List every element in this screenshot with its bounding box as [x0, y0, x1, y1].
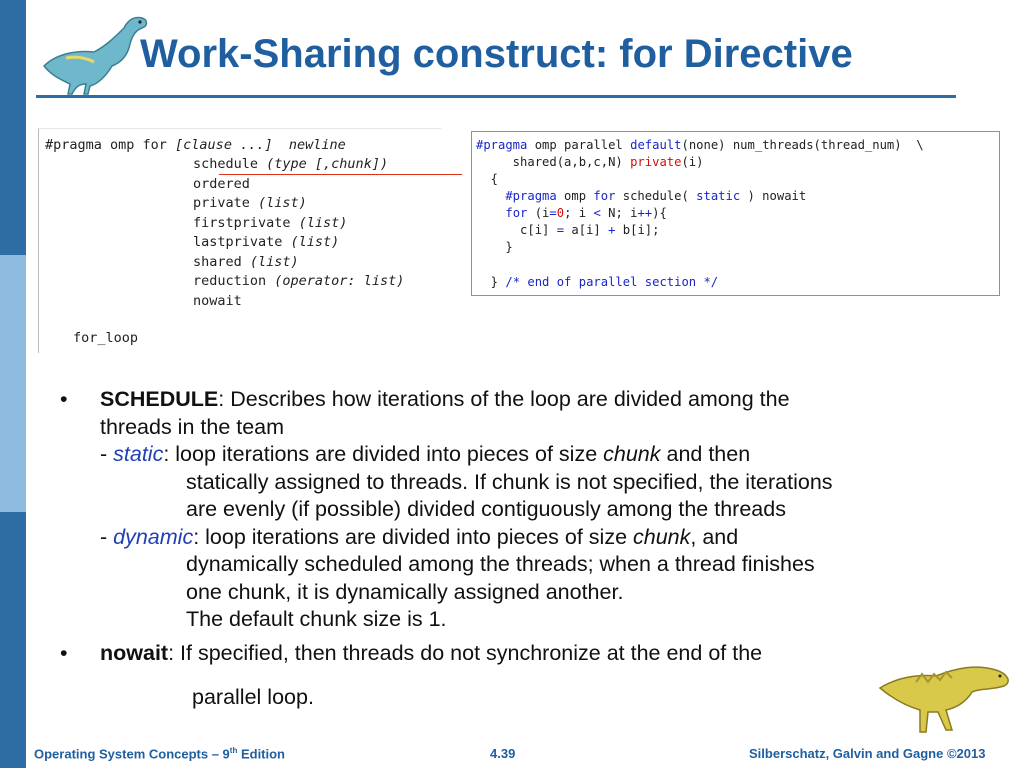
- nowait-line-1: nowait: If specified, then threads do not synchronize at the end of the: [100, 640, 763, 665]
- nowait-line-2: parallel loop.: [192, 685, 314, 709]
- bullet-marker: •: [60, 387, 68, 411]
- static-line-1: - static: loop iterations are divided into pieces of size chunk and then: [100, 442, 751, 466]
- code-line: } /* end of parallel section */: [476, 275, 719, 289]
- bullet-marker: •: [60, 640, 68, 665]
- slide-sidebar: [0, 0, 26, 768]
- footer-copyright: Silberschatz, Galvin and Gagne ©2013: [749, 746, 986, 761]
- dynamic-line-2: dynamically scheduled among the threads; when a thread finishes: [186, 552, 815, 576]
- static-line-2: statically assigned to threads. If chunk is not specified, the iterations: [186, 469, 833, 494]
- footer-page-number: 4.39: [490, 746, 516, 761]
- syntax-clause: lastprivate (list): [193, 234, 340, 250]
- slide-title: Work-Sharing construct: for Directive: [140, 32, 853, 76]
- code-line: {: [476, 172, 499, 186]
- code-line: c[i] = a[i] + b[i];: [476, 223, 660, 237]
- syntax-clause: shared (list): [193, 254, 299, 270]
- schedule-line-1: SCHEDULE: Describes how iterations of the loop are divided among the: [100, 387, 790, 411]
- static-line-3: are evenly (if possible) divided contiguously among the threads: [186, 497, 786, 521]
- dinosaur-logo-icon: [36, 6, 156, 96]
- code-line: for (i=0; i < N; i++){: [505, 206, 667, 220]
- syntax-clause: firstprivate (list): [193, 215, 348, 231]
- bullet-nowait: [60, 640, 980, 712]
- syntax-clause: nowait: [193, 293, 242, 309]
- bullet-list: [60, 386, 980, 712]
- title-underline: [36, 95, 956, 98]
- sidebar-highlight: [0, 255, 26, 512]
- code-line: }: [476, 240, 513, 254]
- dynamic-line-3: one chunk, it is dynamically assigned another.: [186, 579, 624, 604]
- schedule-line-2: threads in the team: [100, 414, 285, 439]
- code-line: shared(a,b,c,N) private(i): [476, 155, 704, 169]
- dynamic-line-4: The default chunk size is 1.: [186, 607, 447, 631]
- code-example-block: [471, 131, 1000, 296]
- syntax-for-loop: for_loop: [73, 330, 139, 346]
- dynamic-line-1: - dynamic: loop iterations are divided into pieces of size chunk, and: [100, 524, 739, 549]
- syntax-underline: [219, 174, 462, 175]
- syntax-clause: private (list): [193, 195, 307, 211]
- code-line: #pragma omp for schedule( static ) nowait: [476, 189, 807, 203]
- syntax-clause: schedule (type [,chunk]): [193, 156, 389, 172]
- footer-book-title: Operating System Concepts – 9th Edition: [34, 746, 286, 762]
- code-line: #pragma omp parallel default(none) num_threads(thread_num) \: [476, 138, 924, 152]
- pragma-syntax-block: [38, 128, 441, 353]
- bullet-schedule: [60, 386, 980, 634]
- syntax-clause: ordered: [193, 176, 250, 192]
- dinosaur-footer-icon: [876, 648, 1016, 738]
- syntax-clause: reduction (operator: list): [193, 273, 405, 289]
- syntax-line-pragma: #pragma omp for [clause ...] newline: [45, 137, 346, 153]
